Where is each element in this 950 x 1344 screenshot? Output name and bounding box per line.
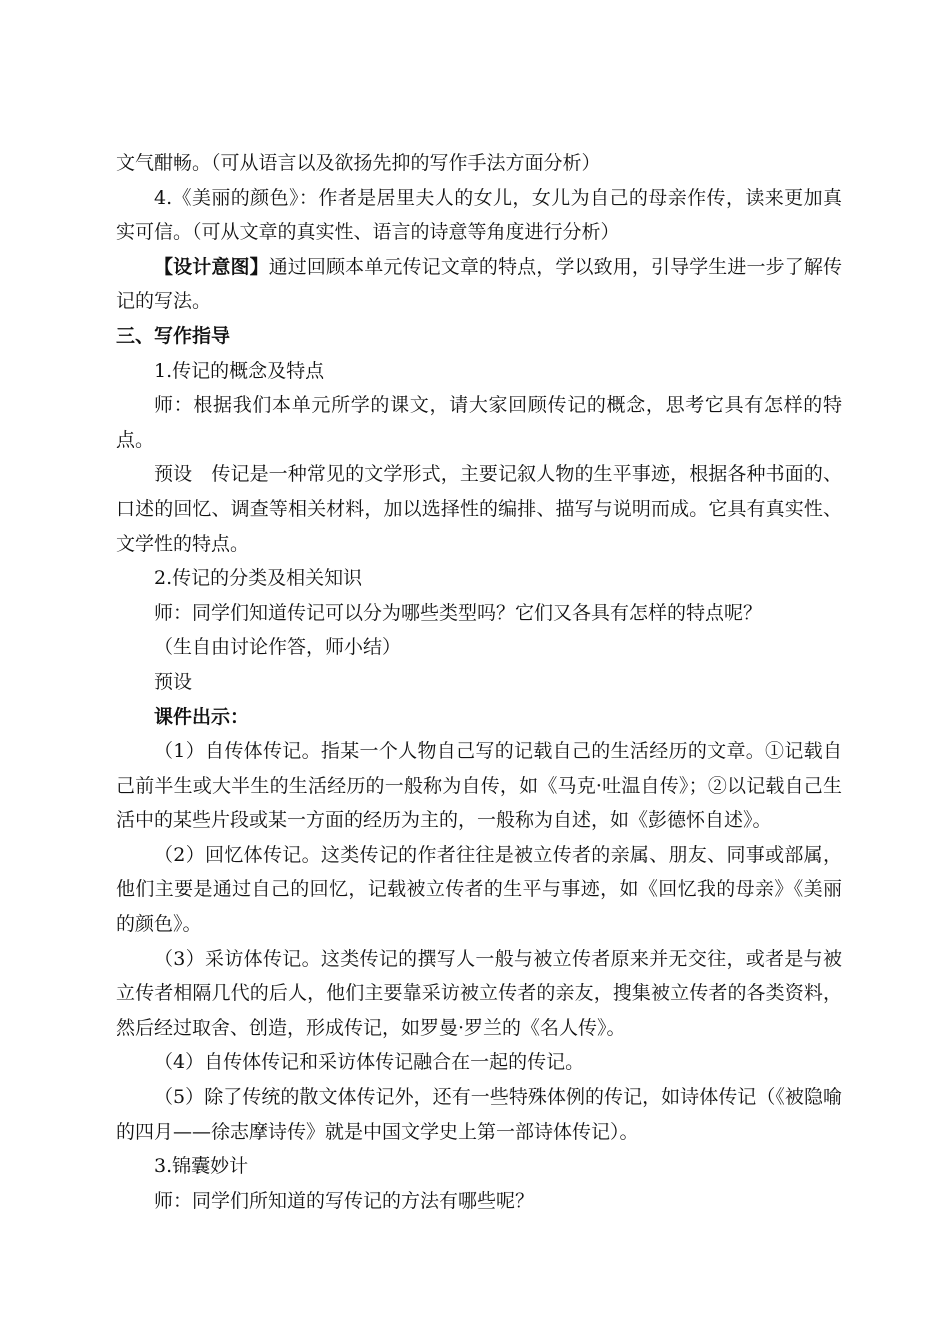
paragraph-preset-1: 预设 传记是一种常见的文学形式，主要记叙人物的生平事迹，根据各种书面的、口述的回忆、调查等相关材料，加以选择性的编排、描写与说明而成。它具有真实性、文学性的特点。 [116,463,842,555]
paragraph-type-2: （2）回忆体传记。这类传记的作者往往是被立传者的亲属、朋友、同事或部属，他们主要是通过自己的回忆，记载被立传者的生平与事迹，如《回忆我的母亲》《美丽的颜色》。 [116,843,842,936]
design-intent-label: 【设计意图】 [154,255,269,278]
paragraph-teacher-3: 师：同学们所知道的写传记的方法有哪些呢？ [154,1189,535,1212]
courseware-label: 课件出示： [154,705,250,728]
paragraph-type-3: （3）采访体传记。这类传记的撰写人一般与被立传者原来并无交往，或者是与被立传者相隔几代的后人，他们主要靠采访被立传者的亲友，搜集被立传者的各类资料，然后经过取舍、创造，形成传记，如罗曼·罗兰的《名人传》。 [116,947,842,1039]
paragraph-design-intent [116,250,842,319]
paragraph-teacher-2: 师：同学们知道传记可以分为哪些类型吗？它们又各具有怎样的特点呢？ [154,601,763,624]
design-intent-text: 通过回顾本单元传记文章的特点，学以致用，引导学生进一步了解传记的写法。 [116,255,842,313]
paragraph-type-5: （5）除了传统的散文体传记外，还有一些特殊体例的传记，如诗体传记（《被隐喻的四月——徐志摩诗传》就是中国文学史上第一部诗体传记）。 [116,1086,842,1143]
paragraph-student-note: （生自由讨论作答，师小结） [154,636,402,659]
paragraph-teacher-1: 师：根据我们本单元所学的课文，请大家回顾传记的概念，思考它具有怎样的特点。 [116,394,842,451]
subheading-2: 2.传记的分类及相关知识 [154,567,363,590]
paragraph-type-1: （1）自传体传记。指某一个人物自己写的记载自己的生活经历的文章。①记载自己前半生或大半生的生活经历的一般称为自传，如《马克·吐温自传》；②以记载自己生活中的某些片段或某一方面的经历为主的，一般称为自述，如《彭德怀自述》。 [116,740,842,832]
subheading-3: 3.锦囊妙计 [154,1155,249,1178]
paragraph-preset-2: 预设 [154,670,193,693]
subheading-1: 1.传记的概念及特点 [154,359,325,382]
paragraph-item-4: 4.《美丽的颜色》：作者是居里夫人的女儿，女儿为自己的母亲作传，读来更加真实可信。（可从文章的真实性、语言的诗意等角度进行分析） [116,186,842,244]
document-body [116,146,842,1218]
paragraph-continuation: 文气酣畅。（可从语言以及欲扬先抑的写作手法方面分析） [116,152,601,174]
section-heading: 三、写作指导 [116,324,231,347]
paragraph-type-4: （4）自传体传记和采访体传记融合在一起的传记。 [154,1051,585,1074]
